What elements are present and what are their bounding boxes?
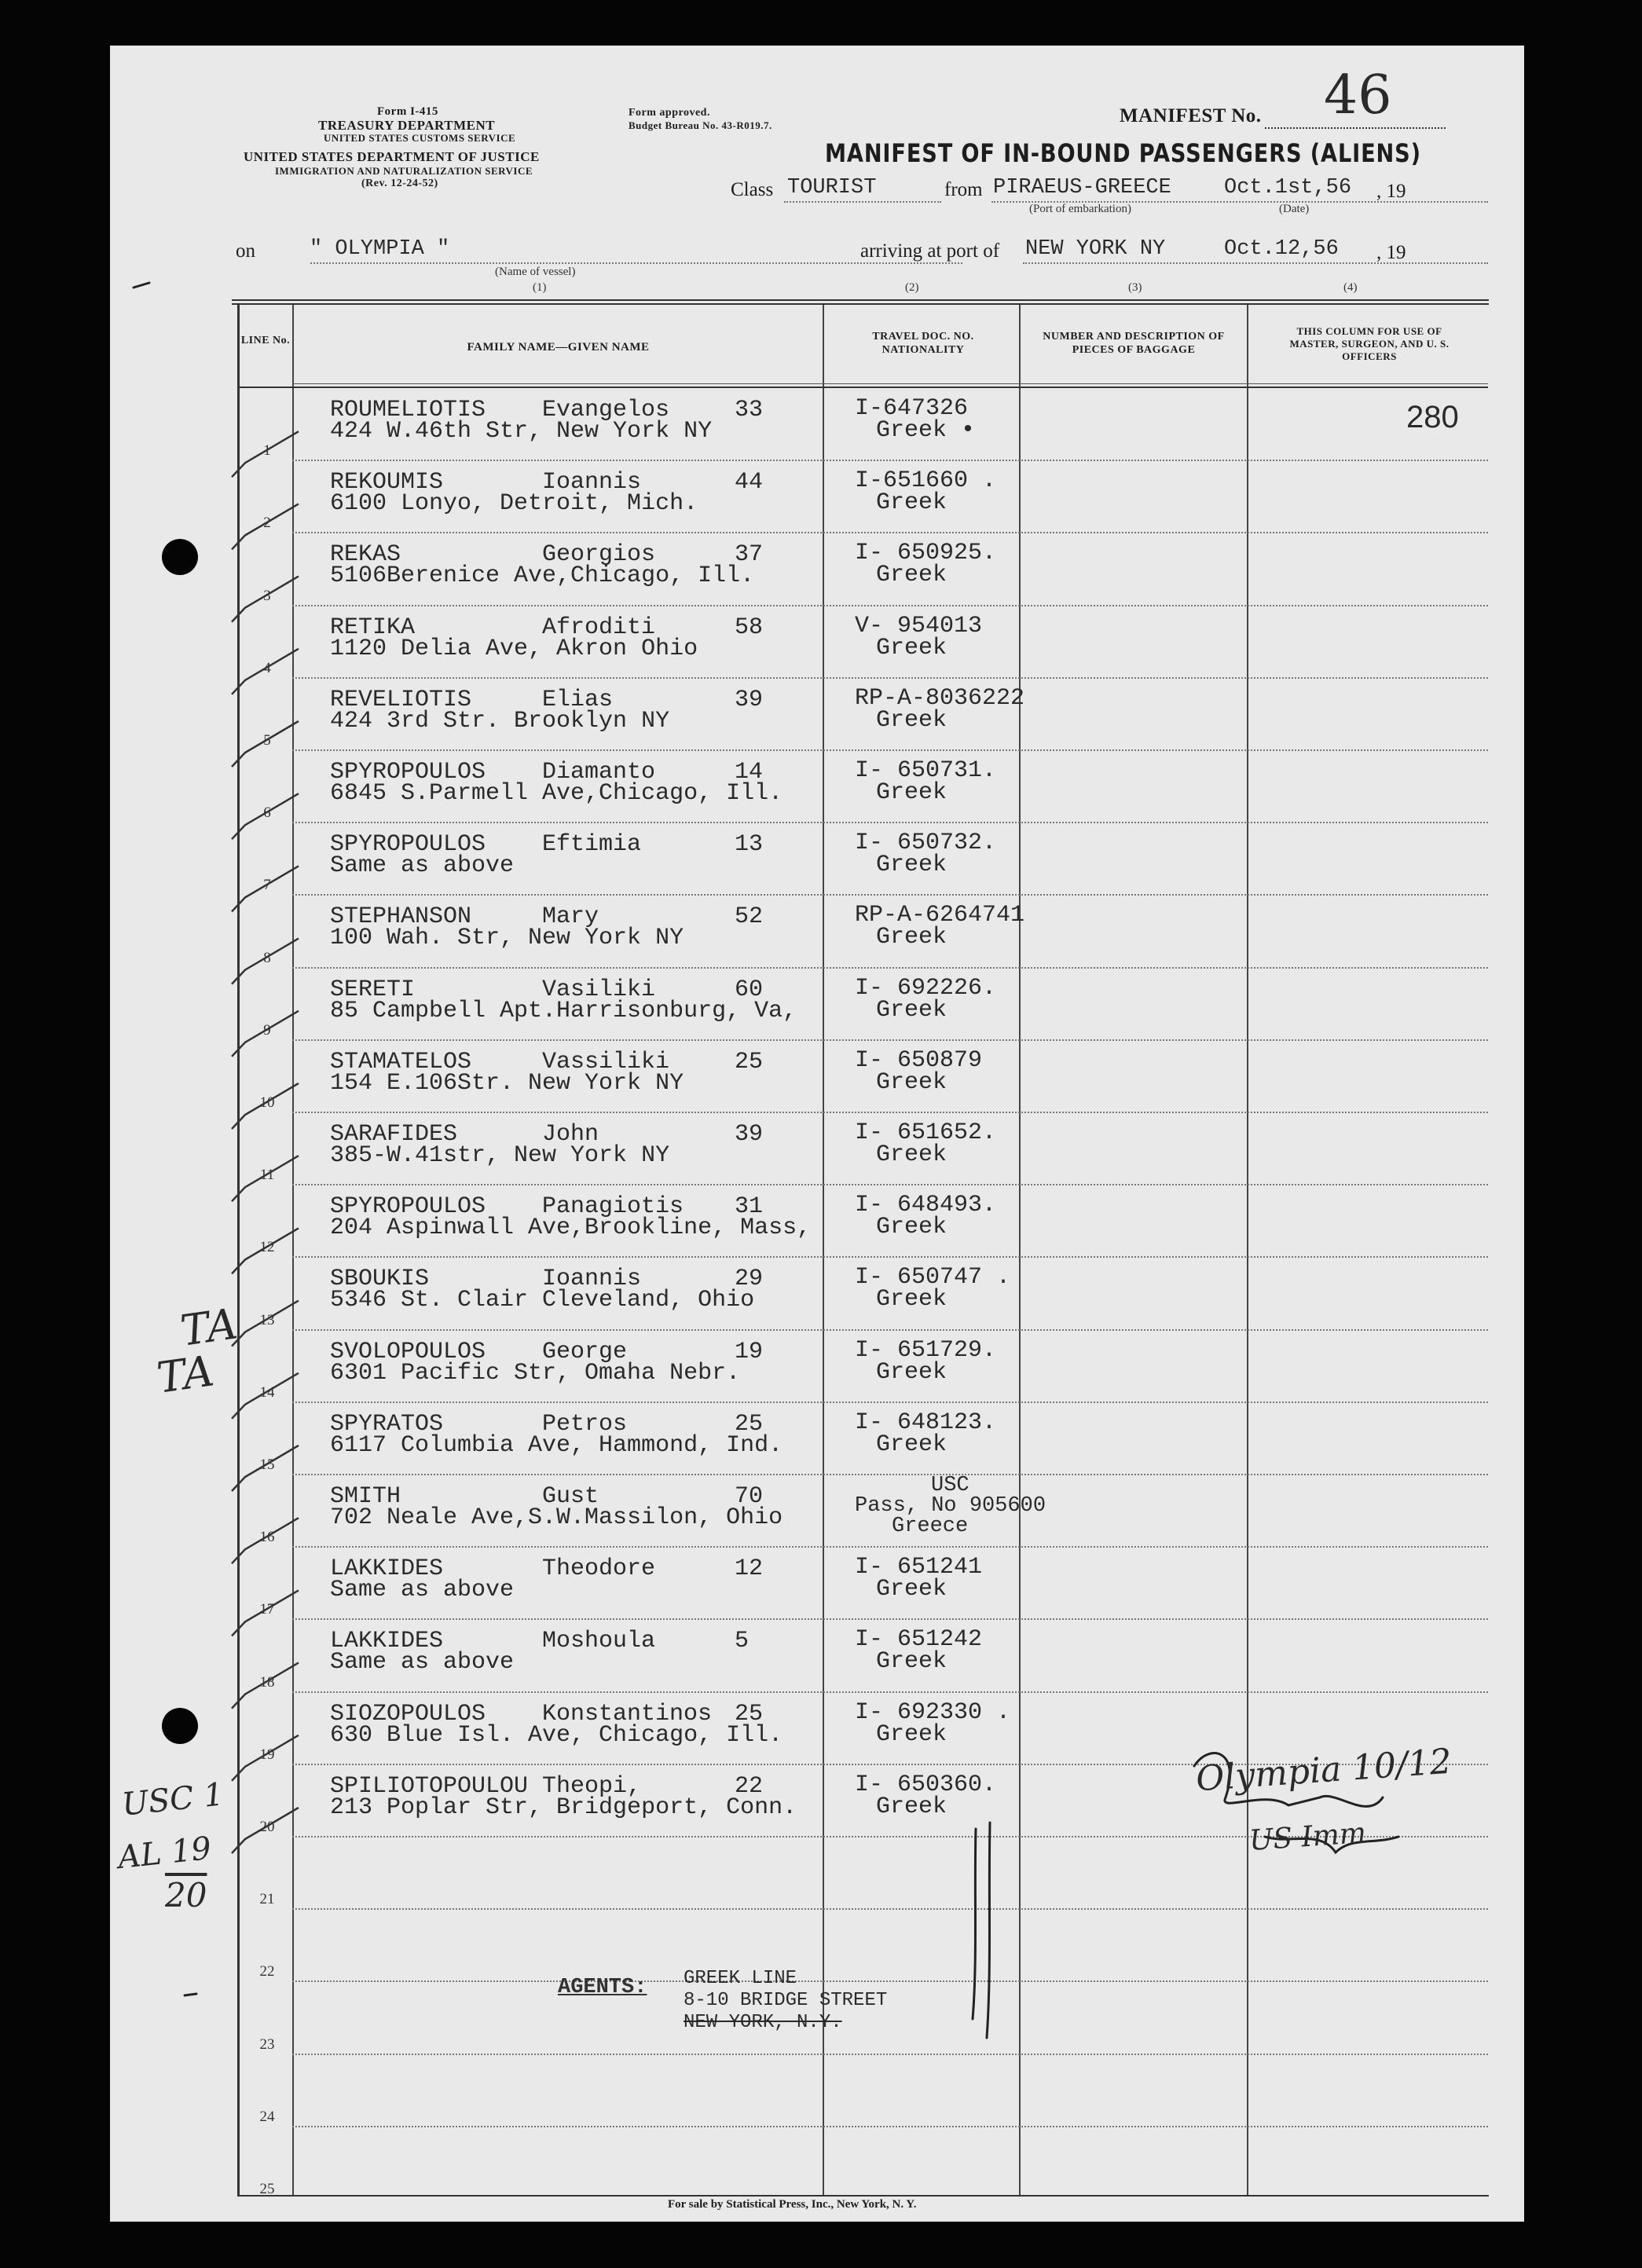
revision-label: (Rev. 12-24-52) [361,178,438,189]
col-3-label: (3) [1128,281,1142,294]
given-name: George [542,1338,628,1365]
address: 424 3rd Str. Brooklyn NY [330,707,670,735]
line-number: 25 [259,2181,275,2197]
line-number: 10 [259,1094,275,1111]
line-number: 22 [259,1963,275,1980]
check-mark [232,431,299,477]
given-name: Petros [542,1410,628,1438]
address: 6301 Pacific Str, Omaha Nebr. [330,1359,741,1387]
age: 39 [735,686,764,713]
punch-hole-top [162,539,198,575]
nationality: Greek [876,779,947,806]
from-year: , 19 [1376,181,1406,202]
travel-doc-number: Pass, No 905600 [855,1494,1046,1518]
given-name: Moshoula [542,1628,656,1655]
family-name: SPILIOTOPOULOU [330,1772,529,1800]
address: Same as above [330,1577,515,1604]
manifest-no-label: MANIFEST No. [1120,105,1262,126]
date-caption: (Date) [1279,203,1310,215]
family-name: SVOLOPOULOS [330,1338,486,1365]
port-of-embarkation-caption: (Port of embarkation) [1029,203,1131,215]
budget-bureau: Budget Bureau No. 43-R019.7. [629,119,772,131]
given-name: Gust [542,1483,599,1510]
nationality: Greek [876,924,947,951]
from-label: from [944,179,983,200]
given-name: Panagiotis [542,1193,684,1221]
agents-line-3: NEW YORK, N.Y. [684,2012,842,2033]
family-name: SARAFIDES [330,1121,458,1148]
line-number: 21 [259,1891,275,1908]
check-mark [232,1590,299,1636]
age: 25 [735,1410,764,1438]
line-number: 2 [263,515,271,532]
punch-hole-bottom [162,1708,198,1744]
family-name: STAMATELOS [330,1048,472,1075]
travel-doc-number: I-647326 [855,395,969,422]
age: 14 [735,759,764,786]
line-number: 4 [263,659,271,676]
check-marks [110,46,1524,2222]
nationality: Greek [876,1720,947,1748]
check-mark [232,1663,299,1709]
family-name: ROUMELIOTIS [330,397,486,423]
check-mark [232,1083,299,1129]
travel-doc-number: I- 650879 [855,1046,983,1074]
given-name: Eftimia [542,831,642,859]
col-4-label: (4) [1343,281,1358,294]
family-name: RETIKA [330,614,416,641]
header-baggage: NUMBER AND DESCRIPTION OF PIECES OF BAGGAGE [1043,331,1225,356]
age: 44 [735,469,764,496]
travel-doc-number: I- 648123. [855,1409,997,1436]
nationality: Greek [876,706,947,734]
family-name: SMITH [330,1483,401,1510]
col-2-label: (2) [905,281,919,294]
check-mark [232,1156,299,1201]
check-mark [232,1808,299,1853]
age: 13 [735,831,764,859]
arriving-year: , 19 [1376,242,1406,263]
family-name: LAKKIDES [330,1628,444,1655]
age: 19 [735,1338,764,1365]
line-number: 9 [263,1021,271,1039]
family-name: SPYROPOULOS [330,1193,486,1221]
line-number: 1 [263,442,271,460]
class-label: Class [731,179,774,200]
age: 12 [735,1555,764,1583]
header-officers: THIS COLUMN FOR USE OF MASTER, SURGEON, AND U. S. OFFICERS [1289,325,1450,362]
address: 6117 Columbia Ave, Hammond, Ind. [330,1431,783,1459]
arriving-port: NEW YORK NY [1025,237,1166,261]
family-name: LAKKIDES [330,1555,444,1583]
header-family-name: FAMILY NAME—GIVEN NAME [467,341,650,354]
header-travel-doc: TRAVEL DOC. NO. NATIONALITY [872,331,974,356]
agents-label: AGENTS: [558,1976,647,1999]
line-number: 16 [259,1529,275,1546]
agents-line-2: 8-10 BRIDGE STREET [684,1990,888,2011]
family-name: SBOUKIS [330,1266,430,1293]
travel-doc-number: RP-A-6264741 [855,902,1025,929]
manifest-number: 46 [1324,64,1392,126]
officer-initials: US Imm [1248,1816,1368,1858]
travel-doc-number: V- 954013 [855,612,983,639]
travel-doc-number: I- 650732. [855,830,997,857]
check-mark [232,1373,299,1419]
given-name: Ioannis [542,1266,642,1293]
family-name: REVELIOTIS [330,686,472,713]
address: 6100 Lonyo, Detroit, Mich. [330,490,698,518]
check-mark [232,793,299,839]
nationality: Greek [876,1068,947,1096]
form-approved: Form approved. [629,107,710,119]
travel-doc-number: I- 651729. [855,1336,997,1364]
given-name: Theodore [542,1555,656,1583]
nationality: Greek [876,489,947,517]
given-name: Ioannis [542,469,642,496]
handwritten-al: AL 19 [115,1830,214,1877]
check-mark [232,721,299,767]
address: Same as above [330,1649,515,1676]
line-number: 24 [259,2108,275,2125]
family-name: STEPHANSON [330,903,472,931]
check-mark [232,866,299,911]
given-name: Georgios [542,541,656,569]
officer-signature: Olympia 10/12 [1194,1741,1453,1800]
age: 60 [735,976,764,1003]
given-name: Afroditi [542,614,656,641]
line-number: 13 [259,1311,275,1328]
line-number: 15 [259,1456,275,1473]
check-mark [232,1011,299,1057]
family-name: REKAS [330,541,401,569]
given-name: Theopi, [542,1772,642,1800]
col-1-label: (1) [533,281,547,294]
given-name: Konstantinos [542,1700,713,1728]
address: 424 W.46th Str, New York NY [330,418,713,445]
family-name: REKOUMIS [330,469,444,496]
given-name: Diamanto [542,759,656,786]
travel-doc-type: USC [931,1474,969,1497]
family-name: SERETI [330,976,416,1003]
nationality: Greek [876,1431,947,1458]
family-name: SPYRATOS [330,1410,444,1438]
header-line-no: LINE No. [240,335,291,346]
check-mark [232,939,299,984]
check-mark [232,1518,299,1563]
travel-doc-number: I- 651241 [855,1554,983,1581]
handwritten-twenty: 20 [165,1876,207,1914]
address: 213 Poplar Str, Bridgeport, Conn. [330,1794,797,1821]
treasury-department: TREASURY DEPARTMENT [318,118,496,133]
arriving-label: arriving at port of [860,240,1000,262]
given-name: Evangelos [542,397,670,423]
travel-doc-number: RP-A-8036222 [855,684,1025,712]
nationality: Greek [876,1141,947,1168]
agents-line-1: GREEK LINE [684,1968,797,1989]
check-mark [232,1735,299,1781]
line-number: 17 [259,1601,275,1618]
on-label: on [236,240,255,262]
manifest-sheet [110,46,1524,2222]
given-name: Vassiliki [542,1048,670,1075]
line-number: 8 [263,949,271,966]
address: Same as above [330,852,515,880]
age: 70 [735,1483,764,1510]
travel-doc-number: I- 692330 . [855,1698,1011,1726]
address: 204 Aspinwall Ave,Brookline, Mass, [330,1215,812,1242]
nationality: Greece [892,1515,969,1538]
form-number: Form I-415 [377,105,438,118]
travel-doc-number: I- 650731. [855,757,997,784]
nationality: Greek [876,1793,947,1820]
from-port: PIRAEUS-GREECE [993,176,1171,200]
family-name: SPYROPOULOS [330,759,486,786]
travel-doc-number: I- 692226. [855,974,997,1002]
nationality: Greek [876,634,947,661]
line-number: 14 [259,1383,275,1401]
line-number: 18 [259,1673,275,1691]
line-number: 11 [259,1167,275,1184]
address: 702 Neale Ave,S.W.Massilon, Ohio [330,1504,783,1531]
class-value: TOURIST [787,176,877,200]
given-name: Elias [542,686,614,713]
line-number: 23 [259,2035,275,2053]
given-name: Vasiliki [542,976,656,1003]
age: 25 [735,1700,764,1728]
from-date: Oct.1st,56 [1224,176,1352,200]
nationality: Greek [876,1576,947,1603]
age: 22 [735,1772,764,1800]
nationality: Greek [876,1358,947,1386]
nationality: Greek [876,996,947,1024]
travel-doc-number: I- 650360. [855,1771,997,1798]
check-mark [232,649,299,694]
arriving-date: Oct.12,56 [1224,237,1339,261]
age: 31 [735,1193,764,1221]
line-number: 12 [259,1239,275,1256]
age: 58 [735,614,764,641]
address: 100 Wah. Str, New York NY [330,925,684,952]
given-name: Mary [542,903,599,931]
age: 25 [735,1048,764,1075]
line-number: 6 [263,804,271,822]
age: 5 [735,1628,750,1655]
age: 29 [735,1266,764,1293]
nationality: Greek [876,562,947,589]
handwritten-usc: USC 1 [119,1776,225,1823]
ins-label: IMMIGRATION AND NATURALIZATION SERVICE [275,165,533,177]
vessel-name: " OLYMPIA " [310,237,450,261]
customs-service: UNITED STATES CUSTOMS SERVICE [324,132,516,144]
address: 5346 St. Clair Cleveland, Ohio [330,1287,755,1314]
department-of-justice: UNITED STATES DEPARTMENT OF JUSTICE [244,149,540,164]
travel-doc-number: I- 650747 . [855,1264,1011,1292]
check-mark [232,1228,299,1273]
age: 33 [735,397,764,423]
nationality: Greek • [876,417,976,444]
address: 6845 S.Parmell Ave,Chicago, Ill. [330,780,783,807]
age: 37 [735,541,764,569]
family-name: SPYROPOULOS [330,831,486,859]
given-name: John [542,1121,599,1148]
address: 630 Blue Isl. Ave, Chicago, Ill. [330,1721,783,1749]
check-mark [232,577,299,622]
check-mark [232,1301,299,1347]
handwritten-ta-1: TA [177,1299,241,1356]
line-number: 3 [263,587,271,604]
travel-doc-number: I- 651652. [855,1119,997,1146]
travel-doc-number: I- 650925. [855,540,997,567]
handwritten-ta-2: TA [153,1346,218,1403]
line-number: 20 [259,1819,275,1835]
age: 39 [735,1121,764,1148]
address: 385-W.41str, New York NY [330,1142,670,1169]
address: 5106Berenice Ave,Chicago, Ill. [330,562,755,590]
manifest-title: MANIFEST OF IN-BOUND PASSENGERS (ALIENS) [825,138,1421,168]
line-number: 7 [263,877,271,894]
nationality: Greek [876,1648,947,1676]
nationality: Greek [876,1286,947,1314]
check-mark [232,504,299,549]
age: 52 [735,903,764,931]
vessel-caption: (Name of vessel) [495,266,576,278]
check-mark [232,1445,299,1491]
line-number: 19 [259,1746,275,1763]
address: 85 Campbell Apt.Harrisonburg, Va, [330,997,797,1024]
officer-note: 280 [1406,400,1459,434]
address: 154 E.106Str. New York NY [330,1069,684,1097]
travel-doc-number: I- 648493. [855,1192,997,1219]
address: 1120 Delia Ave, Akron Ohio [330,635,698,662]
family-name: SIOZOPOULOS [330,1700,486,1728]
nationality: Greek [876,852,947,879]
nationality: Greek [876,1214,947,1241]
travel-doc-number: I- 651242 [855,1626,983,1654]
travel-doc-number: I-651660 . [855,467,997,495]
footer-printer: For sale by Statistical Press, Inc., New York, N. Y. [668,2198,917,2211]
line-number: 5 [263,732,271,749]
